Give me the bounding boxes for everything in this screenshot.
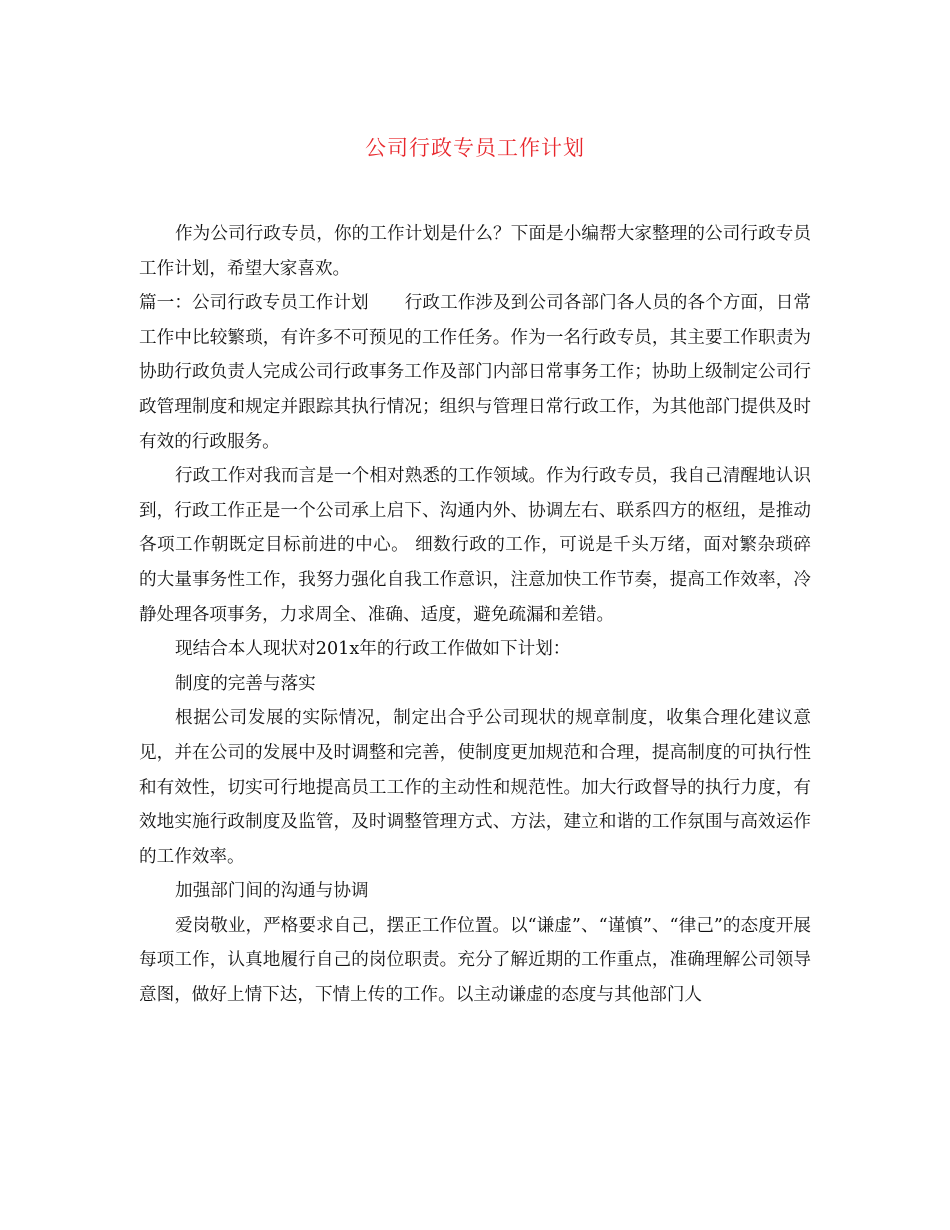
- document-body: [139, 217, 811, 1013]
- section-heading-communication: 加强部门间的沟通与协调: [175, 881, 369, 902]
- paragraph-understanding: 行政工作对我而言是一个相对熟悉的工作领域。作为行政专员，我自己清醒地认识到，行政工作正是一个公司承上启下、沟通内外、协调左右、联系四方的枢纽，是推动各项工作朝既定目标前进的中心。 细数行政的工作，可说是千头万绪，面对繁杂琐碎的大量事务性工作，我努力强化自我工作意识，注意加快工作节奏，提高工作效率，冷静处理各项事务，力求周全、准确、适度，避免疏漏和差错。: [139, 466, 811, 625]
- chapter-text: 行政工作涉及到公司各部门各人员的各个方面，日常工作中比较繁琐，有许多不可预见的工作任务。作为一名行政专员，其主要工作职责为协助行政负责人完成公司行政事务工作及部门内部日常事务工作；协助上级制定公司行政管理制度和规定并跟踪其执行情况；组织与管理日常行政工作，为其他部门提供及时有效的行政服务。: [139, 293, 811, 452]
- section-heading-system: 制度的完善与落实: [175, 673, 316, 694]
- paragraph-system: 根据公司发展的实际情况，制定出合乎公司现状的规章制度，收集合理化建议意见，并在公司的发展中及时调整和完善，使制度更加规范和合理，提高制度的可执行性和有效性，切实可行地提高员工工作的主动性和规范性。加大行政督导的执行力度，有效地实施行政制度及监管，及时调整管理方式、方法，建立和谐的工作氛围与高效运作的工作效率。: [139, 708, 811, 867]
- chapter-heading: 篇一：公司行政专员工作计划: [139, 293, 369, 314]
- document-title: 公司行政专员工作计划: [365, 136, 585, 160]
- paragraph-communication: 爱岗敬业，严格要求自己，摆正工作位置。以“谦虚”、“谨慎”、“律己”的态度开展每项工作，认真地履行自己的岗位职责。充分了解近期的工作重点，准确理解公司领导意图，做好上情下达，下情上传的工作。以主动谦虚的态度与其他部门人: [139, 915, 811, 1006]
- paragraph-chapter-one: [139, 286, 811, 459]
- paragraph-plan-intro: 现结合本人现状对201x年的行政工作做如下计划：: [175, 639, 571, 660]
- paragraph-intro: 作为公司行政专员，你的工作计划是什么？下面是小编帮大家整理的公司行政专员工作计划，希望大家喜欢。: [139, 224, 811, 279]
